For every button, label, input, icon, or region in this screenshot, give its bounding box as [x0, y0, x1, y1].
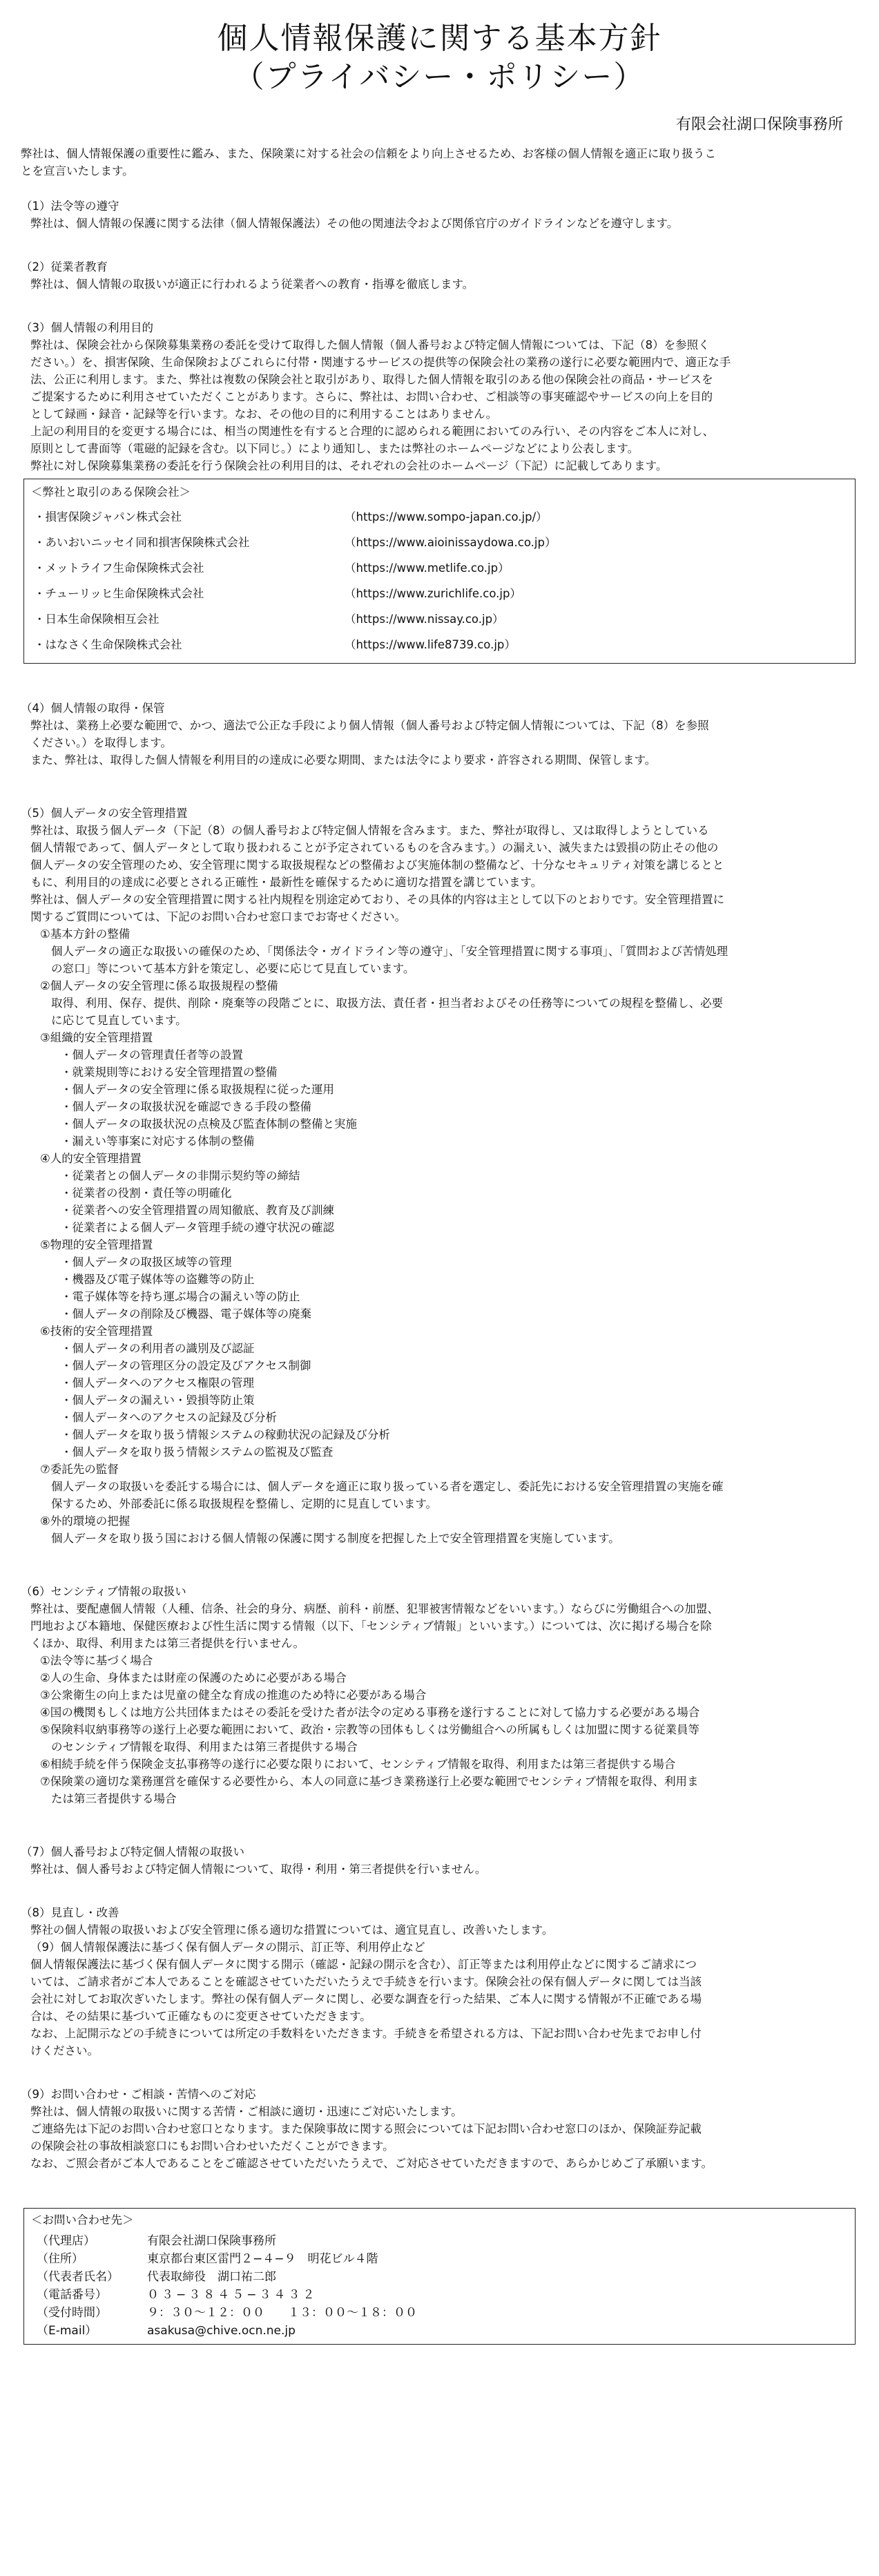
list-item: 個人データの取扱いを委託する場合には、個人データを適正に取り扱っている者を選定し、委託先における安全管理措置の実施を確 — [51, 1480, 724, 1493]
section-purpose-of-use — [21, 319, 858, 474]
section-security-measures — [21, 805, 858, 1547]
list-item: ・個人データの利用者の識別及び認証 — [61, 1342, 255, 1355]
section-body-line: くほか、取得、利用または第三者提供を行いません。 — [30, 1637, 305, 1650]
list-item: ③組織的安全管理措置 — [40, 1031, 153, 1044]
intro-line: 弊社は、個人情報保護の重要性に鑑み、また、保険業に対する社会の信頼をより向上させるため、お客様の個人情報を適正に取り扱うこ — [21, 147, 716, 160]
insurer-url-link[interactable]: （https://www.life8739.co.jp） — [345, 638, 516, 651]
list-item: ・機器及び電子媒体等の盗難等の防止 — [61, 1273, 255, 1286]
section-employee-education — [21, 258, 858, 293]
email-link[interactable]: asakusa@chive.ocn.ne.jp — [147, 2324, 296, 2338]
section-sensitive-info — [21, 1583, 858, 1807]
contact-label: （受付時間） — [37, 2306, 107, 2320]
section-body-line: 原則として書面等（電磁的記録を含む。以下同じ。）により通知し、または弊社のホームページなどにより公表します。 — [30, 442, 639, 455]
section-body-line: 弊社は、保険会社から保険募集業務の委託を受けて取得した個人情報（個人番号および特定個人情報については、下記（8）を参照く — [30, 338, 710, 352]
insurer-row — [31, 581, 848, 606]
list-item: ②人の生命、身体または財産の保護のために必要がある場合 — [40, 1671, 347, 1684]
page-subtitle: （プライバシー・ポリシー） — [233, 59, 646, 95]
list-item: ⑤物理的安全管理措置 — [40, 1238, 153, 1251]
list-item: ①基本方針の整備 — [40, 927, 131, 941]
section-body-line: 弊社は、個人番号および特定個人情報について、取得・利用・第三者提供を行いません。 — [30, 1863, 487, 1876]
list-item: ・個人データの漏えい・毀損等防止策 — [61, 1394, 255, 1407]
section-body-line: 上記の利用目的を変更する場合には、相当の関連性を有すると合理的に認められる範囲においてのみ行い、その内容をご本人に対し、 — [30, 425, 714, 438]
list-item: ・従業者による個人データ管理手続の遵守状況の確認 — [61, 1221, 334, 1234]
section-body-line: ご提案するために利用させていただくことがあります。さらに、弊社は、お問い合わせ、ご相談等の事実確認やサービスの向上を目的 — [30, 390, 713, 403]
list-item: 保するため、外部委託に係る取扱規程を整備し、定期的に見直しています。 — [51, 1497, 438, 1510]
section-body-line: 個人データの安全管理のため、安全管理に関する取扱規程などの整備および実施体制の整備など、十分なセキュリティ対策を講じるとと — [30, 858, 724, 872]
section-heading: （5）個人データの安全管理措置 — [21, 807, 188, 820]
list-item: ・個人データの削除及び機器、電子媒体等の廃棄 — [61, 1307, 311, 1320]
list-item: ⑦保険業の適切な業務運営を確保する必要性から、本人の同意に基づき業務遂行上必要な範囲でセンシティブ情報を取得、利用ま — [40, 1775, 699, 1788]
section-heading: （2）従業者教育 — [21, 260, 108, 273]
section-heading: （8）見直し・改善 — [21, 1906, 119, 1919]
insurer-list-box — [23, 479, 856, 664]
list-item: たは第三者提供する場合 — [51, 1792, 177, 1805]
contact-row-representative — [31, 2268, 848, 2286]
section-inquiries — [21, 2086, 858, 2172]
section-body-line: 弊社は、要配慮個人情報（人種、信条、社会的身分、病歴、前科・前歴、犯罪被害情報などをいいます。）ならびに労働組合への加盟、 — [30, 1602, 719, 1615]
list-item: のセンシティブ情報を取得、利用または第三者提供する場合 — [51, 1740, 358, 1753]
list-item: ⑥技術的安全管理措置 — [40, 1325, 153, 1338]
list-item: の窓口」等について基本方針を策定し、必要に応じて見直しています。 — [51, 962, 415, 975]
section-body-line: 門地および本籍地、保健医療および性生活に関する情報（以下、「センシティブ情報」といいます。）については、次に掲げる場合を除 — [30, 1619, 712, 1633]
contact-row-phone — [31, 2286, 848, 2304]
contact-box — [23, 2208, 856, 2345]
contact-value: 東京都台東区雷門２−４−９ 明花ビル４階 — [147, 2252, 378, 2266]
insurer-row — [31, 530, 848, 555]
section-body-line: また、弊社は、取得した個人情報を利用目的の達成に必要な期間、または法令により要求・許容される期間、保管します。 — [30, 753, 657, 767]
section-heading: （1）法令等の遵守 — [21, 200, 119, 213]
section-body-line: いては、ご請求者がご本人であることを確認させていただいたうえで手続きを行います。保険会社の保有個人データに関しては当該 — [30, 1975, 702, 1988]
section-body-line: 合は、その結果に基づいて正確なものに変更させていただきます。 — [30, 2010, 371, 2023]
section-body-line: 関するご質問については、下記のお問い合わせ窓口までお寄せください。 — [30, 910, 407, 923]
contact-label: （住所） — [37, 2252, 84, 2266]
section-body-line: として録画・録音・記録等を行います。なお、その他の目的に利用することはありません。 — [30, 407, 498, 421]
section-body-line: 法、公正に利用します。また、弊社は複数の保険会社と取引があり、取得した個人情報を取引のある他の保険会社の商品・サービスを — [30, 373, 713, 386]
section-body-line: ください。）を取得します。 — [30, 736, 172, 749]
list-item: ・個人データの管理区分の設定及びアクセス制御 — [61, 1359, 311, 1372]
section-body-line: の保険会社の事故相談窓口にもお問い合わせいただくことができます。 — [30, 2140, 394, 2153]
list-item: 個人データを取り扱う国における個人情報の保護に関する制度を把握した上で安全管理措置を実施しています。 — [51, 1532, 620, 1545]
section-body-line: 弊社は、取扱う個人データ（下記（8）の個人番号および特定個人情報を含みます。また、弊社が取得し、又は取得しようとしている — [30, 824, 709, 837]
insurer-name: ・メットライフ生命保険株式会社 — [34, 561, 204, 575]
list-item: ・漏えい等事案に対応する体制の整備 — [61, 1135, 255, 1148]
section-body-line: けください。 — [30, 2044, 99, 2057]
insurer-name: ・チューリッヒ生命保険株式会社 — [34, 587, 204, 600]
list-item: ⑥相続手続を伴う保険金支払事務等の遂行に必要な限りにおいて、センシティブ情報を取得、利用または第三者提供する場合 — [40, 1758, 676, 1771]
section-body-line: 弊社は、個人情報の取扱いに関する苦情・ご相談に適切・迅速にご対応いたします。 — [30, 2105, 463, 2118]
list-item: 個人データの適正な取扱いの確保のため、「関係法令・ガイドライン等の遵守」、「安全管理措置に関する事項」、「質問および苦情処理 — [51, 945, 728, 958]
section-heading: （4）個人情報の取得・保管 — [21, 702, 165, 715]
list-item: ④人的安全管理措置 — [40, 1152, 142, 1165]
contact-label: （代理店） — [37, 2234, 95, 2248]
list-item: ・電子媒体等を持ち運ぶ場合の漏えい等の防止 — [61, 1290, 300, 1303]
insurer-row — [31, 606, 848, 632]
section-body-line: もに、利用目的の達成に必要とされる正確性・最新性を確保するために適切な措置を講じています。 — [30, 876, 543, 889]
section-heading: （9）お問い合わせ・ご相談・苦情へのご対応 — [21, 2088, 256, 2101]
sensitive-info-exceptions-list — [21, 1652, 858, 1807]
insurer-name: ・あいおいニッセイ同和損害保険株式会社 — [34, 536, 250, 549]
contact-row-email — [31, 2322, 848, 2340]
contact-label: （電話番号） — [37, 2288, 107, 2302]
contact-value: 代表取締役 湖口祐二郎 — [147, 2270, 276, 2284]
list-item: ・従業者への安全管理措置の周知徹底、教育及び訓練 — [61, 1204, 334, 1217]
section-body-line: ご連絡先は下記のお問い合わせ窓口となります。また保険事故に関する照会については下記お問い合わせ窓口のほか、保険証券記載 — [30, 2122, 702, 2135]
insurer-url-link[interactable]: （https://www.sompo-japan.co.jp/） — [345, 510, 548, 523]
intro-paragraph — [21, 145, 858, 180]
list-item: ⑧外的環境の把握 — [40, 1515, 131, 1528]
section-review-improvement — [21, 1904, 858, 2059]
section-heading: （6）センシティブ情報の取扱い — [21, 1585, 186, 1598]
insurer-url-link[interactable]: （https://www.nissay.co.jp） — [345, 613, 504, 626]
section-body-line: 個人情報保護法に基づく保有個人データに関する開示（確認・記録の開示を含む）、訂正等または利用停止などに関するご請求につ — [30, 1958, 697, 1971]
list-item: ・従業者との個人データの非開示契約等の締結 — [61, 1169, 300, 1182]
section-body-line: ださい。）を、損害保険、生命保険およびこれらに付帯・関連するサービスの提供等の保険会社の業務の遂行に必要な範囲内で、適正な手 — [30, 356, 731, 369]
list-item: ③公衆衛生の向上または児童の健全な育成の推進のため特に必要がある場合 — [40, 1689, 427, 1702]
section-body-line: 会社に対してお取次ぎいたします。弊社の保有個人データに関し、必要な調査を行った結果、ご本人に関する情報が不正確である場 — [30, 1992, 702, 2006]
section-acquisition-storage — [21, 700, 858, 769]
page-title: 個人情報保護に関する基本方針 — [217, 21, 662, 56]
insurer-list-title: ＜弊社と取引のある保険会社＞ — [31, 486, 191, 499]
list-item: ・個人データの安全管理に係る取扱規程に従った運用 — [61, 1083, 334, 1096]
section-body-line: （9）個人情報保護法に基づく保有個人データの開示、訂正等、利用停止など — [30, 1941, 425, 1954]
insurer-row — [31, 504, 848, 530]
list-item: ・従業者の役割・責任等の明確化 — [61, 1186, 232, 1200]
list-item: ・個人データへのアクセス権限の管理 — [61, 1376, 255, 1390]
phone-number-link[interactable]: ０３−３８４５−３４３２ — [147, 2288, 318, 2302]
list-item: ・就業規則等における安全管理措置の整備 — [61, 1066, 278, 1079]
section-body-line: 弊社は、個人データの安全管理措置に関する社内規程を別途定めており、その具体的内容は主として以下のとおりです。安全管理措置に — [30, 893, 725, 906]
list-item: ・個人データの取扱状況を確認できる手段の整備 — [61, 1100, 311, 1113]
insurer-name: ・損害保険ジャパン株式会社 — [34, 510, 182, 523]
contact-row-address — [31, 2250, 848, 2268]
contact-row-agency — [31, 2232, 848, 2250]
insurer-url-link[interactable]: （https://www.aioinissaydowa.co.jp） — [345, 536, 557, 549]
section-body-line: 弊社は、個人情報の保護に関する法律（個人情報保護法）その他の関連法令および関係官庁のガイドラインなどを遵守します。 — [30, 217, 679, 230]
insurer-name: ・日本生命保険相互会社 — [34, 613, 160, 626]
list-item: ・個人データを取り扱う情報システムの監視及び監査 — [61, 1445, 334, 1459]
section-heading: （7）個人番号および特定個人情報の取扱い — [21, 1845, 244, 1858]
list-item: ・個人データの取扱状況の点検及び監査体制の整備と実施 — [61, 1117, 357, 1131]
security-measures-list — [21, 925, 858, 1547]
list-item: 取得、利用、保存、提供、削除・廃棄等の段階ごとに、取扱方法、責任者・担当者およびその任務等についての規程を整備し、必要 — [51, 997, 724, 1010]
list-item: に応じて見直しています。 — [51, 1014, 187, 1027]
section-body-line: 弊社の個人情報の取扱いおよび安全管理に係る適切な措置については、適宜見直し、改善いたします。 — [30, 1923, 554, 1936]
list-item: ・個人データへのアクセスの記録及び分析 — [61, 1411, 278, 1424]
insurer-row — [31, 632, 848, 657]
section-body-line: 弊社に対し保険募集業務の委託を行う保険会社の利用目的は、それぞれの会社のホームページ（下記）に記載してあります。 — [30, 459, 668, 472]
list-item: ⑤保険料収納事務等の遂行上必要な範囲において、政治・宗教等の団体もしくは労働組合への所属もしくは加盟に関する従業員等 — [40, 1723, 699, 1736]
list-item: ②個人データの安全管理に係る取扱規程の整備 — [40, 979, 278, 992]
contact-title: ＜お問い合わせ先＞ — [31, 2213, 134, 2227]
contact-value: 有限会社湖口保険事務所 — [147, 2234, 276, 2248]
list-item: ①法令等に基づく場合 — [40, 1654, 153, 1667]
section-body-line: なお、ご照会者がご本人であることをご確認させていただいたうえで、ご対応させていただきますので、あらかじめご了承願います。 — [30, 2157, 713, 2170]
section-my-number — [21, 1843, 858, 1878]
insurer-row — [31, 555, 848, 581]
title-block — [21, 19, 858, 97]
list-item: ⑦委託先の監督 — [40, 1463, 119, 1476]
insurer-url-link[interactable]: （https://www.zurichlife.co.jp） — [345, 587, 521, 600]
list-item: ・個人データの管理責任者等の設置 — [61, 1048, 243, 1061]
section-body-line: 個人情報であって、個人データとして取り扱われることが予定されているものを含みます。）の漏えい、滅失または毀損の防止その他の — [30, 841, 719, 854]
section-body-line: 弊社は、個人情報の取扱いが適正に行われるよう従業者への教育・指導を徹底します。 — [30, 278, 474, 291]
section-body-line: なお、上記開示などの手続きについては所定の手数料をいただきます。手続きを希望される方は、下記お問い合わせ先までお申し付 — [30, 2027, 702, 2040]
list-item: ・個人データを取り扱う情報システムの稼動状況の記録及び分析 — [61, 1428, 390, 1441]
section-body-line: 弊社は、業務上必要な範囲で、かつ、適法で公正な手段により個人情報（個人番号および特定個人情報については、下記（8）を参照 — [30, 719, 709, 732]
section-heading: （3）個人情報の利用目的 — [21, 321, 153, 334]
insurer-url-link[interactable]: （https://www.metlife.co.jp） — [345, 561, 510, 575]
intro-line: とを宣言いたします。 — [21, 164, 134, 177]
insurer-name: ・はなさく生命保険株式会社 — [34, 638, 182, 651]
contact-row-hours — [31, 2304, 848, 2322]
list-item: ・個人データの取扱区域等の管理 — [61, 1256, 232, 1269]
contact-label: （代表者氏名） — [37, 2270, 119, 2284]
contact-value: ９：３０〜１２：００ １３：００〜１８：００ — [147, 2306, 417, 2320]
contact-label: （E-mail） — [37, 2324, 97, 2338]
company-name: 有限会社湖口保険事務所 — [675, 116, 843, 133]
list-item: ④国の機関もしくは地方公共団体またはその委託を受けた者が法令の定める事務を遂行することに対して協力する必要がある場合 — [40, 1706, 700, 1719]
section-legal-compliance — [21, 198, 858, 232]
